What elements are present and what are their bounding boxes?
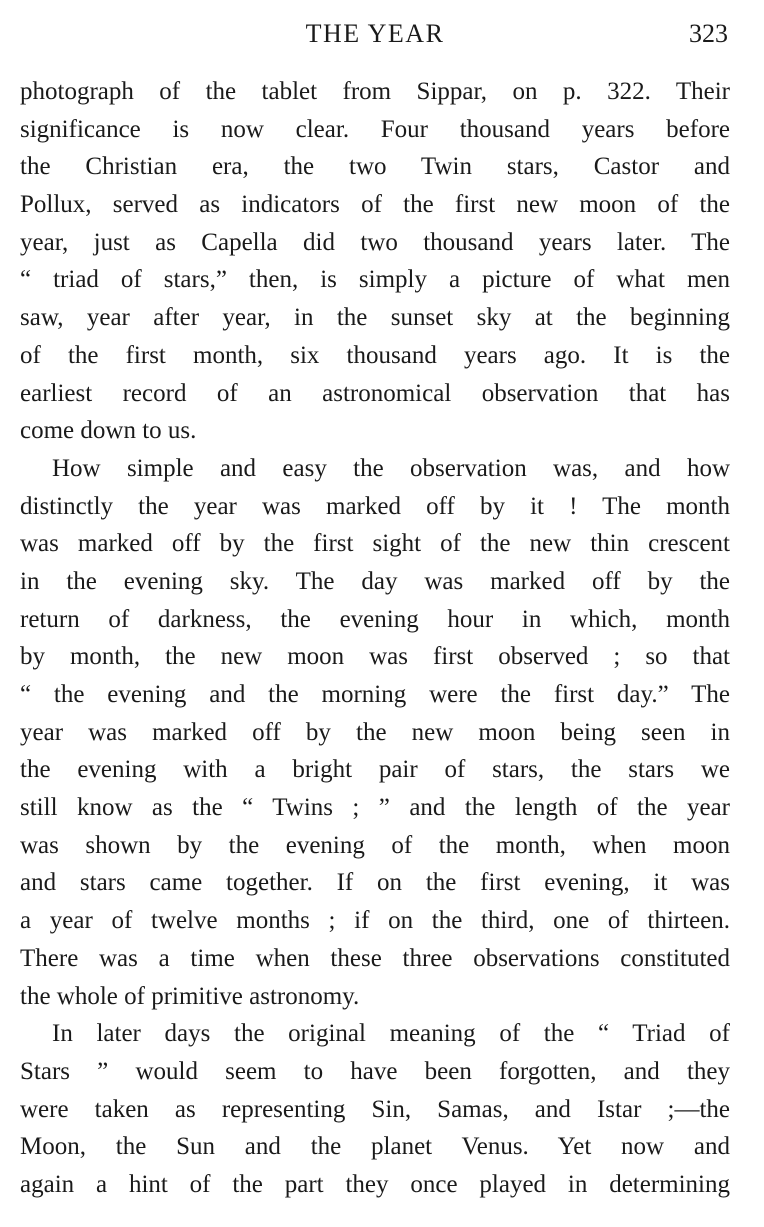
text-line: in the evening sky. The day was marked off by the: [20, 567, 730, 595]
text-line: significance is now clear. Four thousand years before: [20, 115, 730, 143]
text-line: Stars ” would seem to have been forgotten, and they: [20, 1057, 730, 1085]
running-title: THE YEAR: [305, 19, 445, 48]
body-text: [20, 73, 730, 1204]
text-line: There was a time when these three observations constituted: [20, 944, 730, 972]
text-line: distinctly the year was marked off by it ! The month: [20, 492, 730, 520]
text-line: “ triad of stars,” then, is simply a picture of what men: [20, 266, 730, 294]
text-line: In later days the original meaning of the “ Triad of: [52, 1020, 730, 1048]
text-line: come down to us.: [20, 417, 197, 445]
text-line: saw, year after year, in the sunset sky at the beginning: [20, 304, 730, 332]
text-line: the Christian era, the two Twin stars, Castor and: [20, 153, 730, 181]
text-line: was marked off by the first sight of the new thin crescent: [20, 530, 730, 558]
text-line: of the first month, six thousand years ago. It is the: [20, 341, 730, 369]
text-line: Moon, the Sun and the planet Venus. Yet now and: [20, 1133, 730, 1161]
text-line: photograph of the tablet from Sippar, on p. 322. Their: [20, 78, 730, 105]
text-line: “ the evening and the morning were the first day.” The: [20, 681, 730, 708]
text-line: Pollux, served as indicators of the first new moon of the: [20, 191, 730, 219]
paragraph: [20, 450, 730, 1015]
text-line: was shown by the evening of the month, when moon: [20, 831, 730, 859]
text-line: year was marked off by the new moon being seen in: [20, 718, 730, 746]
text-line: a year of twelve months ; if on the third, one of thirteen.: [20, 907, 730, 935]
paragraph: [20, 1015, 730, 1203]
text-line: the evening with a bright pair of stars, the stars we: [20, 756, 730, 784]
text-line: earliest record of an astronomical observation that has: [20, 379, 730, 407]
text-line: How simple and easy the observation was, and how: [52, 454, 730, 482]
page-number: 323: [689, 19, 728, 48]
text-line: were taken as representing Sin, Samas, and Istar ;—the: [20, 1095, 730, 1123]
text-line: the whole of primitive astronomy.: [20, 982, 360, 1010]
text-line: year, just as Capella did two thousand years later. The: [20, 228, 730, 256]
text-line: and stars came together. If on the first evening, it was: [20, 869, 730, 897]
text-line: again a hint of the part they once played in determining: [20, 1170, 730, 1198]
text-line: by month, the new moon was first observed ; so that: [20, 643, 730, 671]
paragraph: [20, 73, 730, 450]
text-line: still know as the “ Twins ; ” and the length of the year: [20, 794, 730, 822]
running-head: [22, 14, 728, 54]
text-line: return of darkness, the evening hour in which, month: [20, 605, 730, 633]
